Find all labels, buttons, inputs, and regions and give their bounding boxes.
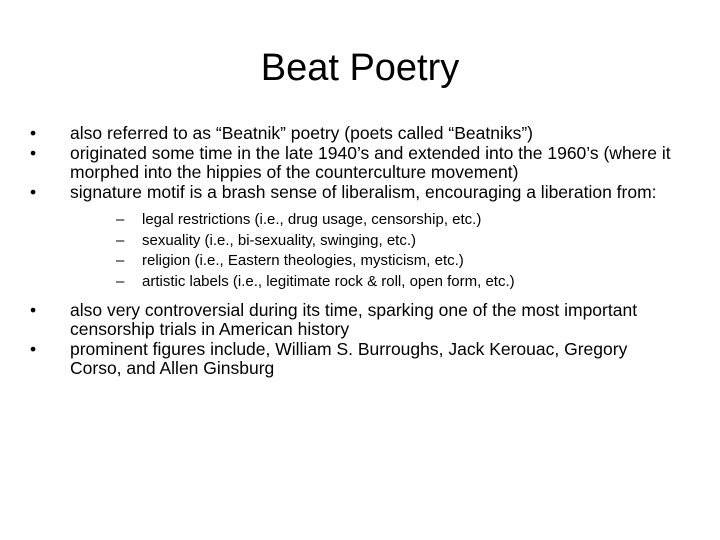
bullet-item [30,301,680,340]
sub-bullet-text: sexuality (i.e., bi-sexuality, swinging, etc.) [142,231,416,249]
sub-bullet-item [70,251,680,272]
bullet-icon: • [30,299,37,320]
bullet-icon: • [30,338,37,359]
bullet-text: signature motif is a brash sense of liberalism, encouraging a liberation from: [70,181,657,202]
sub-bullet-item [70,210,680,231]
dash-icon: – [116,273,125,291]
dash-icon: – [116,231,125,249]
bullet-item [30,183,680,293]
bullet-icon: • [30,142,37,163]
bullet-icon: • [30,123,37,143]
slide-title: Beat Poetry [260,47,460,89]
bullet-item [30,144,680,183]
bullet-item [30,124,680,144]
sub-bullet-text: artistic labels (i.e., legitimate rock & roll, open form, etc.) [142,273,515,291]
sub-bullet-item [70,272,680,293]
bullet-icon: • [30,181,37,202]
sub-bullet-text: legal restrictions (i.e., drug usage, censorship, etc.) [142,211,482,228]
sub-bullet-list [70,210,680,293]
dash-icon: – [116,252,125,270]
sub-bullet-text: religion (i.e., Eastern theologies, mysticism, etc.) [142,252,464,270]
bullet-text: originated some time in the late 1940’s and extended into the 1960’s (where it morphed into the hippies of the counterculture movement) [70,142,671,182]
dash-icon: – [116,211,125,228]
sub-bullet-item [70,231,680,252]
bullet-list [30,124,680,379]
bullet-item [30,340,680,379]
bullet-text: also very controversial during its time, sparking one of the most important censorship trials in American history [70,299,638,340]
bullet-text: also referred to as “Beatnik” poetry (poets called “Beatniks”) [70,123,533,143]
slide-body [30,124,680,379]
bullet-text: prominent figures include, William S. Burroughs, Jack Kerouac, Gregory Corso, and Allen Ginsburg [70,338,628,379]
